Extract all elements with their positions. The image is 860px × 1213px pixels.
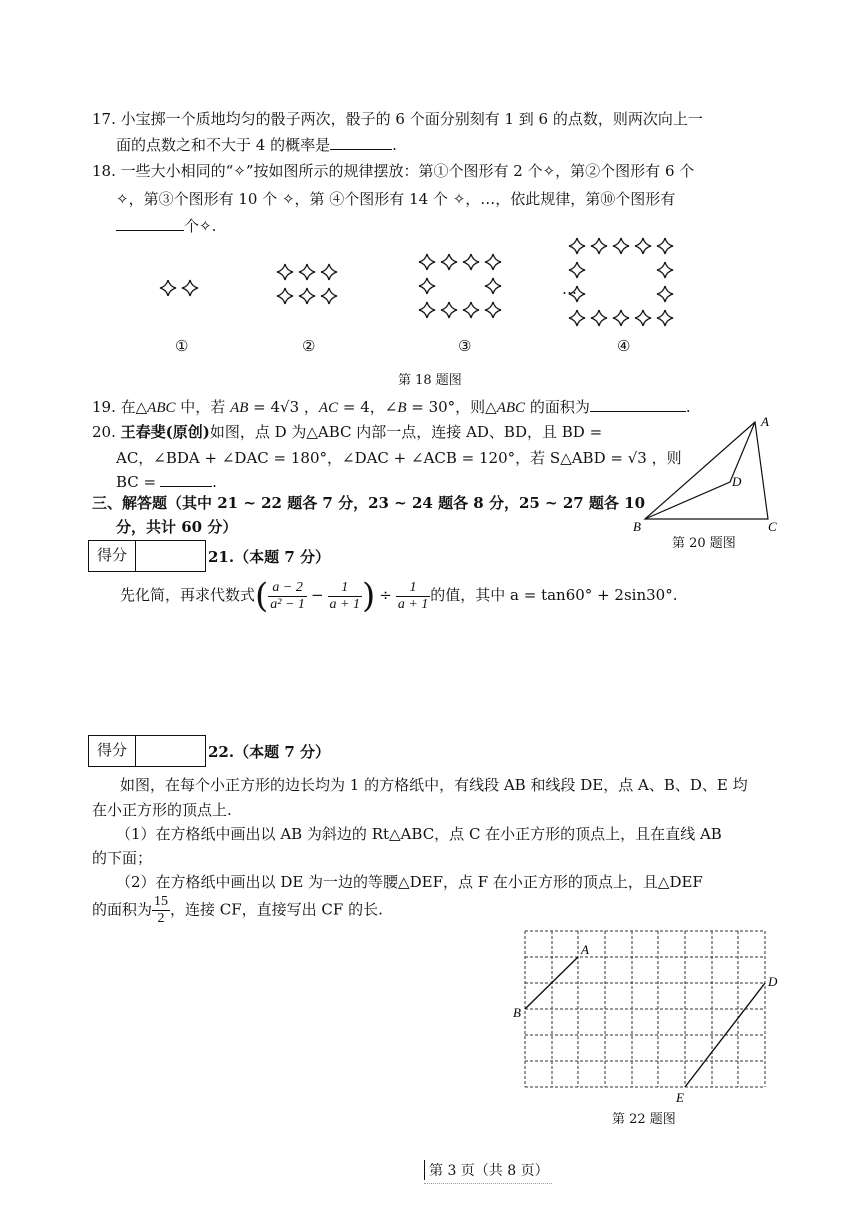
q20-point-b: B [633, 519, 641, 534]
q18-pattern-1 [160, 280, 198, 296]
q22-fraction: $\frac{15}{2}$ [154, 894, 169, 926]
q21-problem: 先化简，再求代数式( $\frac{a - 2}{\text{a² − 1}}$ − $\frac{1}{a + 1}$ ) ÷ $\frac{1}{a + 1}$ 的值，其中 a = tan60° + 2sin30°. [120, 576, 678, 616]
q22-point-d: D [768, 974, 778, 989]
q18-pattern-2 [277, 264, 337, 304]
q22-grid [525, 931, 765, 1087]
q20-line3-text: BC = [116, 473, 157, 491]
q18-caption: 第 18 题图 [398, 373, 462, 388]
q19-var-4: B [397, 400, 407, 416]
q22-line3: （1）在方格纸中画出以 AB 为斜边的 Rt△ABC，点 C 在小正方形的顶点上，且在直线 AB [116, 825, 722, 843]
q21-fraction-3: $\frac{1}{a + 1}$ [397, 579, 429, 612]
q19-text-6: 的面积为 [525, 398, 590, 416]
q22-line6-pre: 的面积为 [92, 900, 153, 919]
q18-ellipsis: … [562, 280, 577, 298]
q22-title [208, 741, 330, 762]
q21-text-pre: 先化简，再求代数式 [120, 586, 256, 604]
q21-fraction-1: $\frac{a - 2}{\text{a² − 1}}$ [270, 579, 305, 612]
q22-grid-figure [508, 925, 793, 1110]
q22-score-label: 得分 [89, 736, 136, 766]
q21-title [208, 546, 330, 567]
q20-caption: 第 20 题图 [672, 536, 736, 551]
section3-heading-line1: 三、解答题（其中 21 ~ 22 题各 7 分，23 ~ 24 题各 8 分，25 ~ 27 题各 10 [92, 494, 646, 512]
q20-answer-blank [160, 472, 212, 487]
q19-text-1: 19. 在△ [92, 398, 148, 416]
q18-figure [140, 230, 740, 360]
q22-point-a: A [581, 942, 589, 957]
q18-line3-suffix: 个✧. [184, 217, 217, 235]
q20-author: 王春斐(原创) [120, 423, 210, 441]
q19-var-3: AC [318, 400, 339, 416]
q20-line1: 20. 王春斐(原创)如图，点 D 为△ABC 内部一点，连接 AD、BD，且 BD = [92, 423, 603, 441]
q22-line5: （2）在方格纸中画出以 DE 为一边的等腰△DEF，点 F 在小正方形的顶点上，且△DEF [116, 873, 703, 891]
q19-var-5: ABC [496, 400, 526, 416]
q17-line1: 17. 小宝掷一个质地均匀的骰子两次，骰子的 6 个面分别刻有 1 到 6 的点数，则两次向上一 [92, 110, 703, 128]
q20-line1-text: 如图，点 D 为△ABC 内部一点，连接 AD、BD，且 BD = [209, 423, 603, 441]
q18-line1: 18. 一些大小相同的“✧”按如图所示的规律摆放：第①个图形有 2 个✧，第②个图形有 6 个 [92, 162, 695, 180]
q22-line2: 在小正方形的顶点上. [92, 801, 232, 819]
q18-pattern-4 [569, 238, 673, 326]
q19-text-2: 中，若 [175, 398, 231, 416]
q18-label-1: ① [175, 337, 189, 355]
q19-text-5: = 30°，则△ [406, 398, 497, 416]
q22-line4: 的下面； [92, 849, 153, 867]
q20-point-d: D [732, 474, 742, 489]
q21-minus: − [310, 586, 324, 604]
q18-label-3: ③ [458, 337, 472, 355]
q21-fraction-2: $\frac{1}{a + 1}$ [329, 579, 360, 612]
q22-caption: 第 22 题图 [612, 1112, 676, 1127]
q20-figure [625, 410, 795, 535]
q21-score-box [88, 540, 206, 572]
q22-line6 [92, 894, 383, 927]
q21-text-post: 的值，其中 a = tan60° + 2sin30°. [430, 586, 678, 604]
q22-title-text: 22.（本题 7 分） [208, 743, 330, 761]
q19-text-3: = 4√3 ， [248, 398, 319, 416]
q18-answer-blank [116, 216, 184, 231]
section3-heading-line2: 分，共计 60 分） [116, 518, 238, 536]
q22-line1: 如图，在每个小正方形的边长均为 1 的方格纸中，有线段 AB 和线段 DE，点 A、B、D、E 均 [120, 776, 748, 794]
footer-rule [424, 1183, 552, 1184]
q20-line3: BC = . [116, 473, 217, 491]
q18-pattern-3 [419, 254, 501, 318]
q18-line2: ✧，第③个图形有 10 个 ✧，第 ④个图形有 14 个 ✧，…，依此规律，第⑩个图形有 [116, 190, 676, 208]
page-footer: 第 3 页（共 8 页） [424, 1160, 549, 1180]
q20-point-a: A [761, 414, 769, 429]
q17-line2-text: 面的点数之和不大于 4 的概率是 [116, 136, 331, 154]
q18-label-2: ② [302, 337, 316, 355]
q20-line2: AC，∠BDA + ∠DAC = 180°，∠DAC + ∠ACB = 120°，若 S△ABD = √3 ，则 [116, 449, 682, 467]
q21-div: ÷ [379, 586, 392, 604]
q17-line2: 面的点数之和不大于 4 的概率是 . [116, 136, 397, 154]
q19-line: 19. 在△ABC 中，若 AB = 4√3 ，AC = 4，∠B = 30°，则△ABC 的面积为 . [92, 398, 691, 416]
q20-point-c: C [768, 519, 777, 534]
q18-label-4: ④ [617, 337, 631, 355]
q17-answer-blank [330, 135, 392, 150]
q19-text-4: = 4，∠ [338, 398, 398, 416]
q22-score-box [88, 735, 206, 767]
q21-score-label: 得分 [89, 541, 136, 571]
q19-var-1: ABC [147, 400, 176, 416]
q21-title-text: 21.（本题 7 分） [208, 548, 330, 566]
q22-point-e: E [676, 1090, 684, 1105]
q22-line6-post: ，连接 CF，直接写出 CF 的长. [170, 900, 383, 919]
q19-var-2: AB [230, 400, 249, 416]
q22-point-b: B [513, 1005, 521, 1020]
